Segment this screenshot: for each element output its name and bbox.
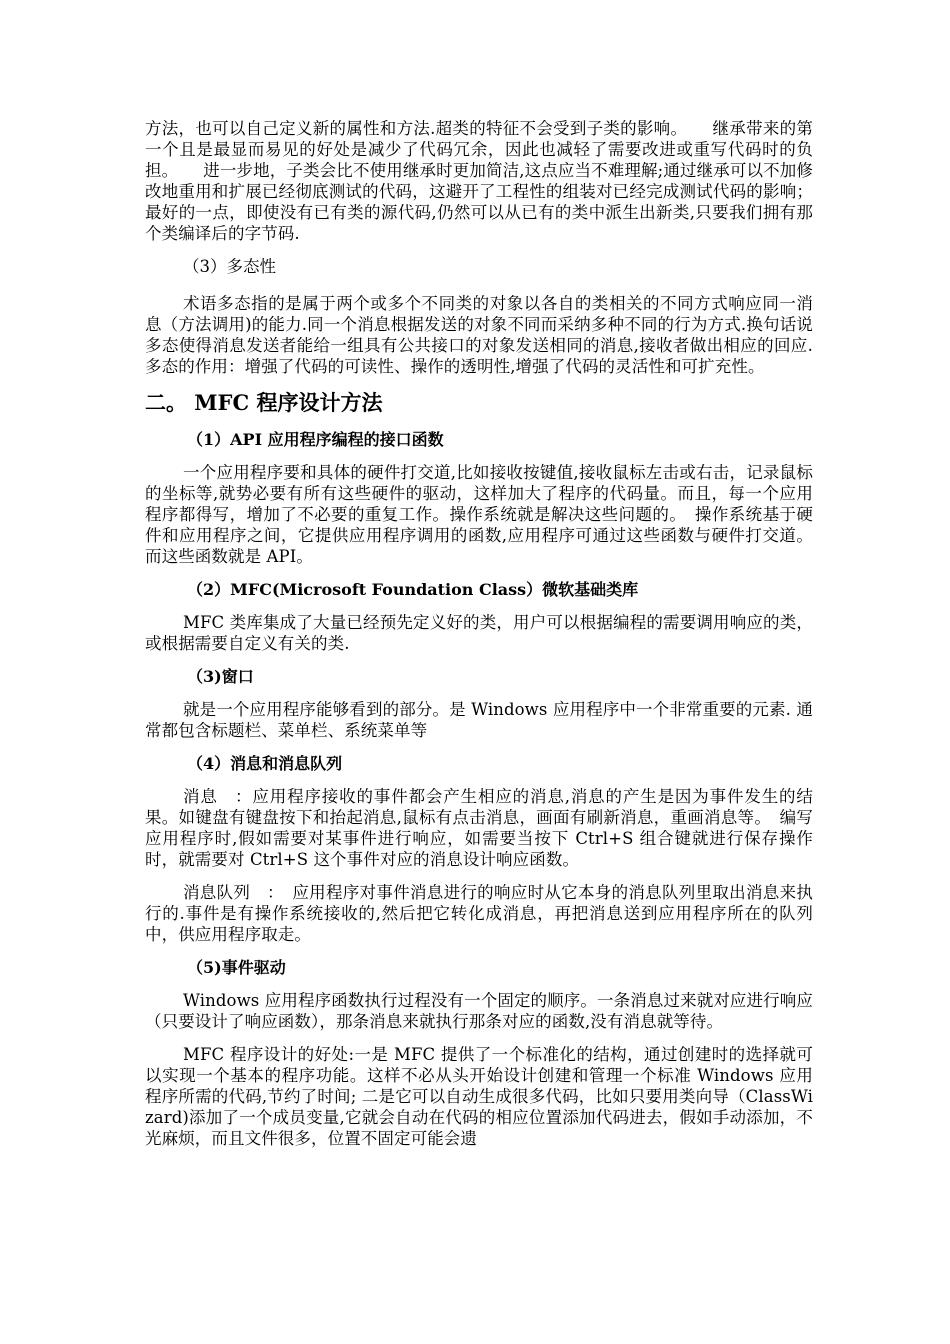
subheading-window: （3)窗口 — [187, 667, 254, 686]
subheading-api: （1）API 应用程序编程的接口函数 — [187, 430, 444, 449]
paragraph-polymorphism: 术语多态指的是属于两个或多个不同类的对象以各自的类相关的不同方式响应同一消息（方法调用)的能力.同一个消息根据发送的对象不同而采纳多种不同的行为方式.换句话说多态使得消息发送者能给一组具有公共接口的对象发送相同的消息,接收者做出相应的回应. 多态的作用：增强了代码的可读性、操作的透明性,增强了代码的灵活性和可扩充性。 — [145, 294, 813, 376]
subheading-event-driven: （5)事件驱动 — [187, 958, 286, 977]
paragraph-api: 一个应用程序要和具体的硬件打交道,比如接收按键值,接收鼠标左击或右击，记录鼠标的坐标等,就势必要有所有这些硬件的驱动，这样加大了程序的代码量。而且，每一个应用程序都得写，增加了不必要的重复工作。操作系统就是解决这些问题的。 操作系统基于硬件和应用程序之间，它提供应用程序调用的函数,应用程序可通过这些函数与硬件打交道。而这些函数就是 API。 — [145, 463, 813, 566]
paragraph-mfc-benefits: MFC 程序设计的好处:一是 MFC 提供了一个标准化的结构，通过创建时的选择就可以实现一个基本的程序功能。这样不必从头开始设计创建和管理一个标准 Windows 应用程序所需的代码,节约了时间; 二是它可以自动生成很多代码，比如只要用类向导（ClassWizard)添加了一个成员变量,它就会自动在代码的相应位置添加代码进去，假如手动添加，不光麻烦，而且文件很多，位置不固定可能会遗 — [145, 1045, 813, 1148]
item-polymorphism: （3）多态性 — [183, 257, 276, 276]
paragraph-message-queue: 消息队列 ： 应用程序对事件消息进行的响应时从它本身的消息队列里取出消息来执行的.事件是有操作系统接收的,然后把它转化成消息，再把消息送到应用程序所在的队列中，供应用程序取走。 — [145, 883, 813, 944]
document-body — [145, 118, 813, 1161]
subheading-mfc-class: （2）MFC(Microsoft Foundation Class）微软基础类库 — [187, 580, 639, 599]
section-heading-mfc: 二。 MFC 程序设计方法 — [145, 390, 383, 415]
paragraph-mfc-class: MFC 类库集成了大量已经预先定义好的类，用户可以根据编程的需要调用响应的类，或根据需要自定义有关的类. — [145, 613, 813, 653]
paragraph-window: 就是一个应用程序能够看到的部分。是 Windows 应用程序中一个非常重要的元素. 通常都包含标题栏、菜单栏、系统菜单等 — [145, 700, 813, 740]
paragraph-message: 消息 ：应用程序接收的事件都会产生相应的消息,消息的产生是因为事件发生的结果。如键盘有键盘按下和抬起消息,鼠标有点击消息，画面有刷新消息，重画消息等。 编写应用程序时,假如需要对某事件进行响应，如需要当按下 Ctrl+S 组合键就进行保存操作时，就需要对 Ctrl+S 这个事件对应的消息设计响应函数。 — [145, 787, 813, 869]
paragraph-inheritance-cont: 方法，也可以自己定义新的属性和方法.超类的特征不会受到子类的影响。 继承带来的第一个且是最显而易见的好处是减少了代码冗余，因此也减轻了需要改进或重写代码时的负担。 进一步地，子类会比不使用继承时更加简洁,这点应当不难理解;通过继承可以不加修改地重用和扩展已经彻底测试的代码，这避开了工程性的组装对已经完成测试代码的影响；最好的一点，即使没有已有类的源代码,仍然可以从已有的类中派生出新类,只要我们拥有那个类编译后的字节码. — [145, 119, 813, 243]
subheading-message-queue: （4）消息和消息队列 — [187, 754, 343, 773]
paragraph-event-driven: Windows 应用程序函数执行过程没有一个固定的顺序。一条消息过来就对应进行响应（只要设计了响应函数），那条消息来就执行那条对应的函数,没有消息就等待。 — [145, 991, 813, 1031]
